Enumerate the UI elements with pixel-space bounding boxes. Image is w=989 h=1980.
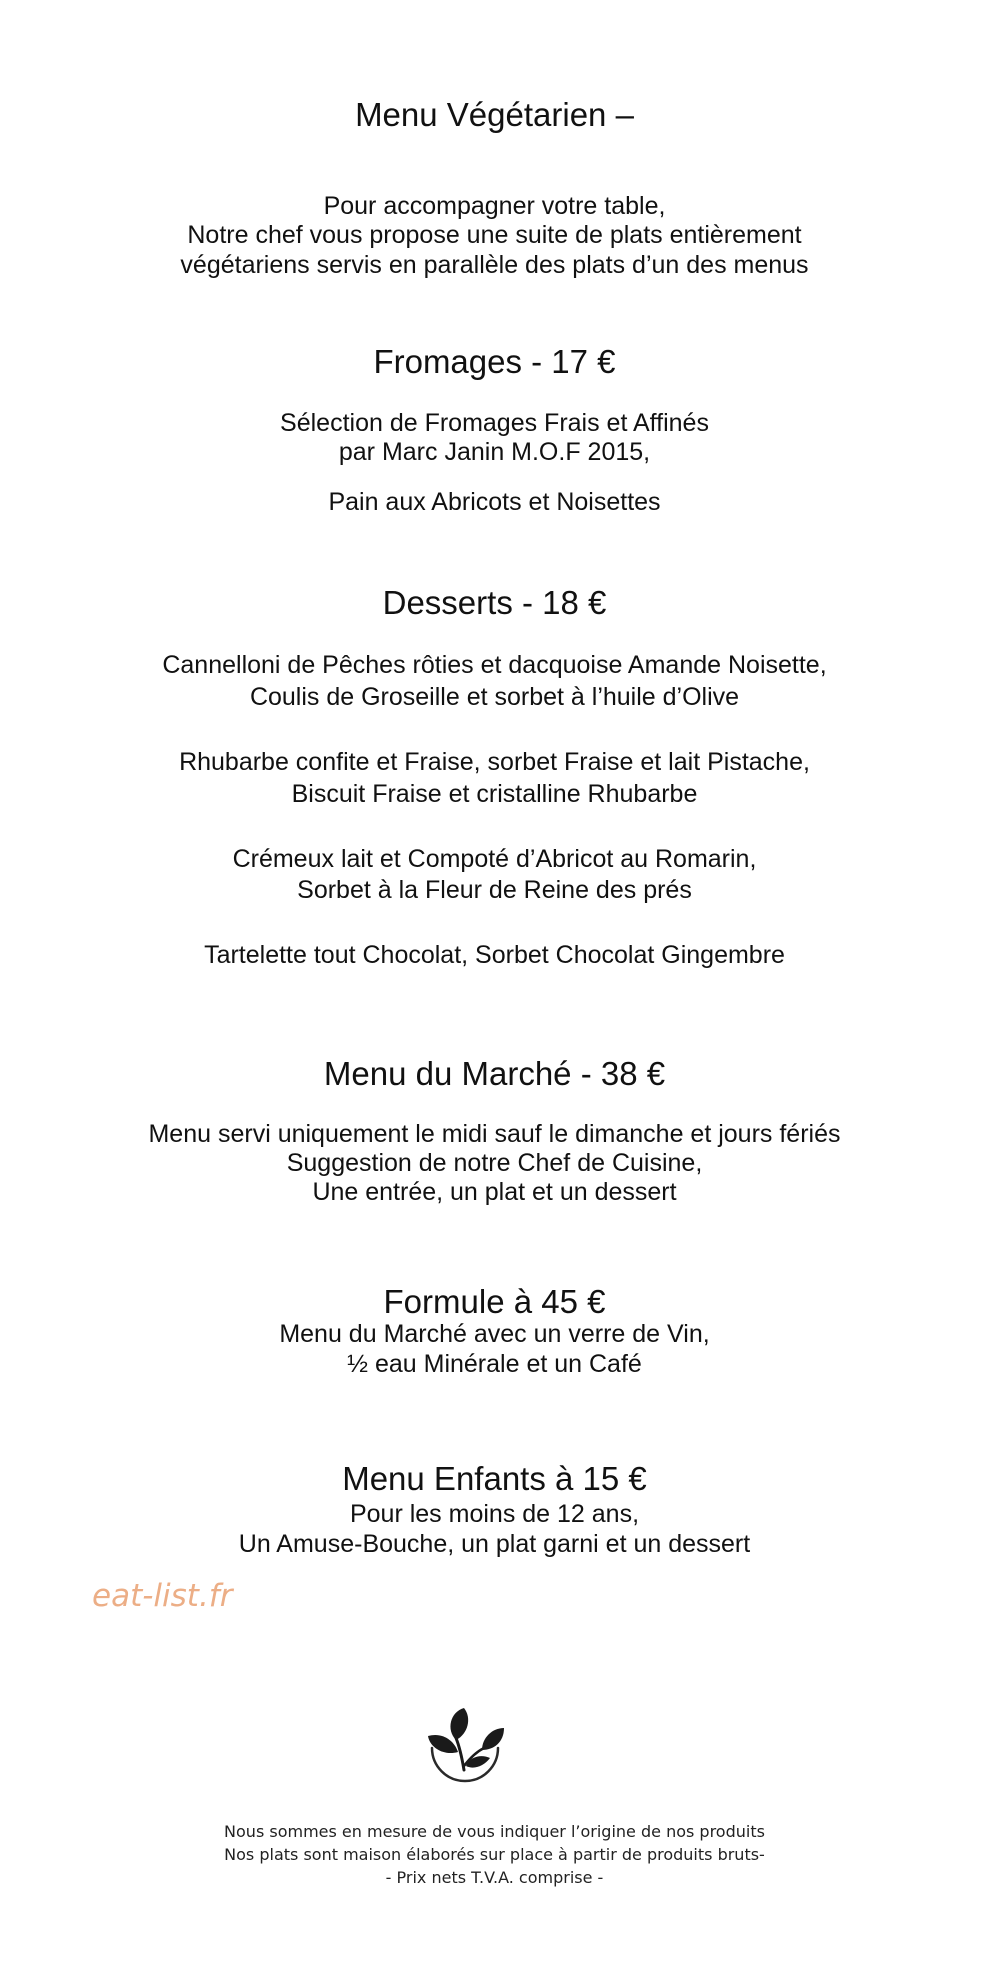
veg-title: Menu Végétarien – (355, 96, 634, 133)
dessert-3a: Crémeux lait et Compoté d’Abricot au Romarin, (232, 845, 757, 873)
dessert-1a: Cannelloni de Pêches rôties et dacquoise Amande Noisette, (162, 651, 827, 679)
leaf-logo-icon (420, 1700, 510, 1790)
marche-line-2: Suggestion de notre Chef de Cuisine, (286, 1149, 703, 1177)
marche-line-1: Menu servi uniquement le midi sauf le dimanche et jours fériés (148, 1120, 841, 1148)
footer-line-1: Nous sommes en mesure de vous indiquer l’origine de nos produits (224, 1822, 765, 1841)
dessert-2a: Rhubarbe confite et Fraise, sorbet Fraise et lait Pistache, (179, 748, 810, 776)
dessert-3b: Sorbet à la Fleur de Reine des prés (297, 876, 692, 904)
dessert-4: Tartelette tout Chocolat, Sorbet Chocolat Gingembre (204, 941, 785, 969)
fromages-line-3: Pain aux Abricots et Noisettes (328, 488, 661, 516)
desserts-title: Desserts - 18 € (382, 584, 607, 621)
veg-line-2: Notre chef vous propose une suite de plats entièrement (187, 221, 802, 249)
veg-line-3: végétariens servis en parallèle des plats d’un des menus (180, 251, 809, 279)
footer-line-2: Nos plats sont maison élaborés sur place à partir de produits bruts- (224, 1845, 765, 1864)
enfants-line-1: Pour les moins de 12 ans, (349, 1500, 640, 1528)
marche-line-3: Une entrée, un plat et un dessert (312, 1178, 677, 1206)
formule-line-1: Menu du Marché avec un verre de Vin, (279, 1320, 710, 1348)
dessert-1b: Coulis de Groseille et sorbet à l’huile d’Olive (249, 683, 740, 711)
fromages-line-2: par Marc Janin M.O.F 2015, (338, 438, 651, 466)
watermark-text: eat-list.fr (92, 1578, 233, 1614)
fromages-line-1: Sélection de Fromages Frais et Affinés (280, 409, 709, 437)
footer-line-3: - Prix nets T.V.A. comprise - (385, 1868, 604, 1887)
dessert-2b: Biscuit Fraise et cristalline Rhubarbe (291, 780, 698, 808)
enfants-line-2: Un Amuse-Bouche, un plat garni et un dessert (238, 1530, 751, 1558)
enfants-title: Menu Enfants à 15 € (342, 1460, 647, 1497)
fromages-title: Fromages - 17 € (373, 343, 616, 380)
formule-title: Formule à 45 € (383, 1283, 606, 1320)
veg-line-1: Pour accompagner votre table, (323, 192, 666, 220)
marche-title: Menu du Marché - 38 € (323, 1055, 666, 1092)
formule-line-2: ½ eau Minérale et un Café (347, 1350, 642, 1378)
